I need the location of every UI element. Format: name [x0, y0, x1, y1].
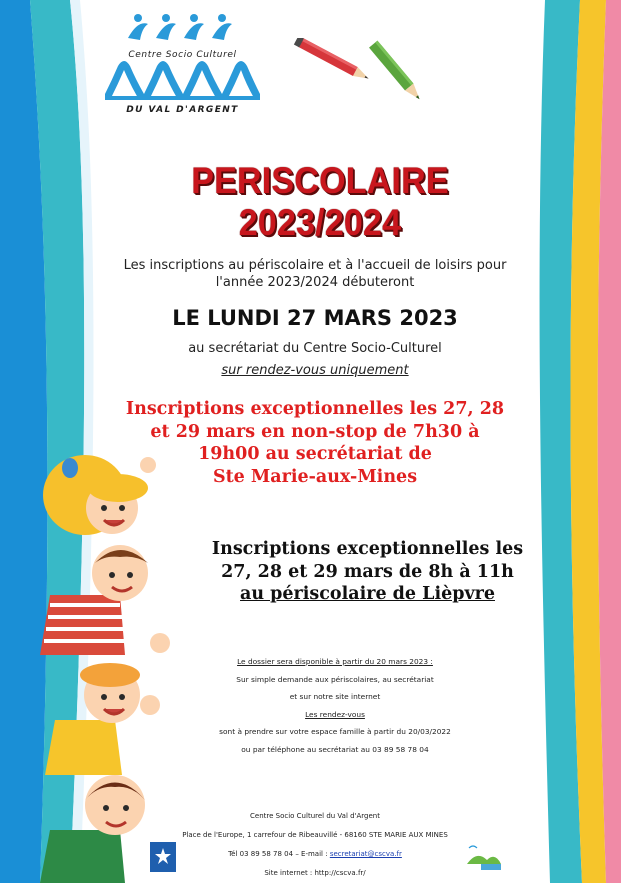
info-block: [200, 653, 470, 758]
exceptional-line: au périscolaire de Lièpvre: [240, 584, 495, 604]
exceptional-line: Ste Marie-aux-Mines: [212, 466, 418, 487]
info-line: sont à prendre sur votre espace famille à partir du 20/03/2022: [219, 727, 451, 736]
children-illustration: [40, 450, 190, 883]
logo-subtitle: DU VAL D'ARGENT: [126, 105, 239, 115]
footer-contact-prefix: Tél 03 89 58 78 04 – E-mail :: [228, 850, 330, 858]
footer-address: Place de l'Europe, 1 carrefour de Ribeauvillé - 68160 STE MARIE AUX MINES: [182, 831, 448, 839]
appointment-note: sur rendez-vous uniquement: [221, 363, 409, 378]
info-line: et sur notre site internet: [289, 692, 381, 701]
exceptional-line: Inscriptions exceptionnelles les 27, 28: [125, 399, 505, 419]
logo-figures-icon: [100, 10, 265, 120]
intro-line: l'année 2023/2024 débuteront: [215, 275, 415, 290]
intro-line: Les inscriptions au périscolaire et à l'accueil de loisirs pour: [123, 258, 507, 273]
val-argent-logo-icon: [463, 842, 503, 872]
footer-website: Site internet : http://cscva.fr/: [264, 869, 366, 877]
info-line: Sur simple demande aux périscolaires, au secrétariat: [236, 674, 434, 684]
footer-org: Centre Socio Culturel du Val d'Argent: [250, 812, 380, 820]
info-line: Le dossier sera disponible à partir du 20 mars 2023 :: [237, 657, 433, 666]
start-date: LE LUNDI 27 MARS 2023: [172, 306, 458, 330]
location-text: au secrétariat du Centre Socio-Culturel: [188, 341, 442, 356]
footer: [170, 807, 460, 883]
exceptional-line: Inscriptions exceptionnelles les: [211, 539, 524, 559]
exceptional-line: et 29 mars en non-stop de 7h30 à: [150, 421, 480, 442]
exceptional-line: 19h00 au secrétariat de: [198, 444, 432, 464]
exceptional-registration-liepvre: [195, 538, 540, 606]
caf-logo-icon: [150, 842, 176, 872]
exceptional-line: 27, 28 et 29 mars de 8h à 11h: [221, 561, 514, 582]
logo-name: Centre Socio Culturel: [128, 50, 237, 60]
email-link[interactable]: secretariat@cscva.fr: [329, 850, 402, 858]
footer-contact: [170, 845, 460, 864]
intro-text: [95, 257, 535, 291]
centre-logo: [100, 10, 265, 115]
page-title: PERISCOLAIRE 2023/2024: [191, 160, 449, 243]
crayon-icon: [356, 32, 436, 112]
info-line: ou par téléphone au secrétariat au 03 89 58 78 04: [241, 744, 429, 754]
info-line: Les rendez-vous: [305, 709, 365, 719]
